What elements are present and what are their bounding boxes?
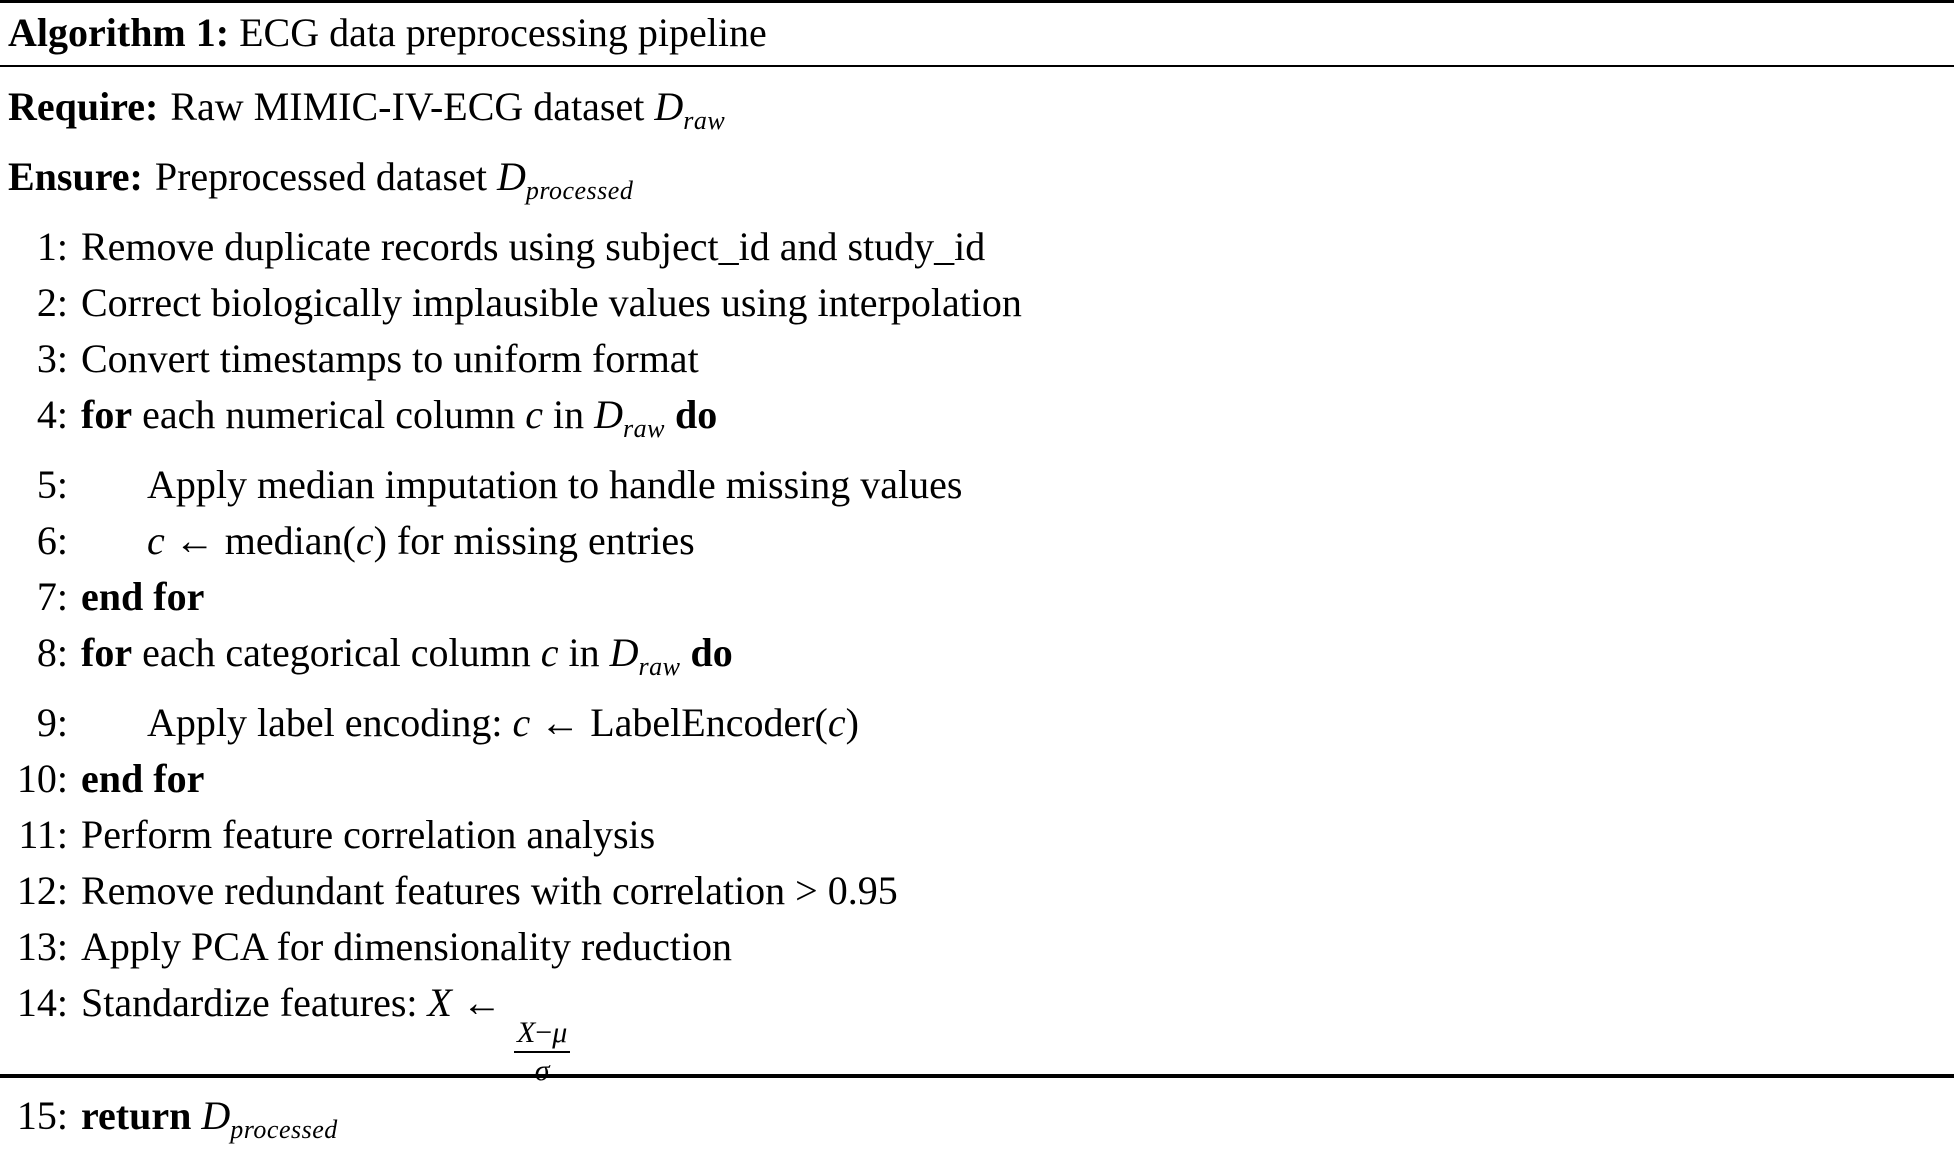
algorithm-step <box>8 275 1946 331</box>
algorithm-step <box>8 513 1946 569</box>
algorithm-steps <box>8 219 1946 1158</box>
algorithm-step <box>8 975 1946 1088</box>
algorithm-step <box>8 695 1946 751</box>
step-text: Convert timestamps to uniform format <box>81 336 699 381</box>
algorithm-step <box>8 219 1946 275</box>
algorithm-step <box>8 625 1946 695</box>
ensure-text: Preprocessed dataset $D_{processed}$ <box>154 154 634 205</box>
step-text: for each numerical column c in $D_{raw}$ do <box>81 392 718 443</box>
step-number: 1: <box>36 224 68 269</box>
step-text: Standardize features: X ← $\frac{X-\mu}{\sigma}$ <box>81 975 570 1088</box>
algorithm-step <box>8 751 1946 807</box>
step-number: 8: <box>36 630 68 675</box>
algorithm-header <box>0 3 1954 67</box>
algorithm-number-label: Algorithm 1: <box>8 10 230 55</box>
step-text: Perform feature correlation analysis <box>81 812 656 857</box>
step-text: end for <box>81 574 205 619</box>
step-text: Correct biologically implausible values using interpolation <box>81 280 1022 325</box>
algorithm-step <box>8 1088 1946 1158</box>
step-text: Apply label encoding: c ← LabelEncoder(c) <box>147 700 859 745</box>
algorithm-step <box>8 457 1946 513</box>
fraction-numerator: X−μ <box>514 1016 570 1053</box>
step-number: 6: <box>36 518 68 563</box>
step-number: 5: <box>36 462 68 507</box>
step-text: c ← median(c) for missing entries <box>147 518 695 563</box>
ensure-keyword: Ensure: <box>8 154 143 199</box>
algorithm-step <box>8 331 1946 387</box>
step-number: 2: <box>36 280 68 325</box>
step-text: Apply median imputation to handle missing values <box>147 462 963 507</box>
step-number: 3: <box>36 336 68 381</box>
step-text: Remove redundant features with correlation > 0.95 <box>81 868 898 913</box>
fraction-denominator: σ <box>534 1054 550 1087</box>
step-number: 7: <box>36 574 68 619</box>
step-number: 14: <box>16 980 68 1025</box>
step-number: 4: <box>36 392 68 437</box>
step-number: 11: <box>18 812 68 857</box>
require-line <box>8 79 1946 149</box>
algorithm-step <box>8 387 1946 457</box>
require-keyword: Require: <box>8 84 159 129</box>
algorithm-step <box>8 569 1946 625</box>
require-text: Raw MIMIC-IV-ECG dataset $D_{raw}$ <box>170 84 726 135</box>
step-text: return $D_{processed}$ <box>81 1093 338 1144</box>
algorithm-body <box>0 67 1954 1164</box>
fraction <box>514 1016 570 1088</box>
algorithm-step <box>8 807 1946 863</box>
algorithm-step <box>8 919 1946 975</box>
step-number: 9: <box>36 700 68 745</box>
step-number: 13: <box>16 924 68 969</box>
step-number: 10: <box>16 756 68 801</box>
step-text: end for <box>81 756 205 801</box>
step-text: Remove duplicate records using subject_id and study_id <box>81 224 986 269</box>
algorithm-title: ECG data preprocessing pipeline <box>239 10 767 55</box>
algorithm-step <box>8 863 1946 919</box>
step-number: 12: <box>16 868 68 913</box>
step-text: for each categorical column c in $D_{raw}$ do <box>81 630 733 681</box>
ensure-line <box>8 149 1946 219</box>
step-text: Apply PCA for dimensionality reduction <box>81 924 733 969</box>
step-number: 15: <box>16 1093 68 1138</box>
